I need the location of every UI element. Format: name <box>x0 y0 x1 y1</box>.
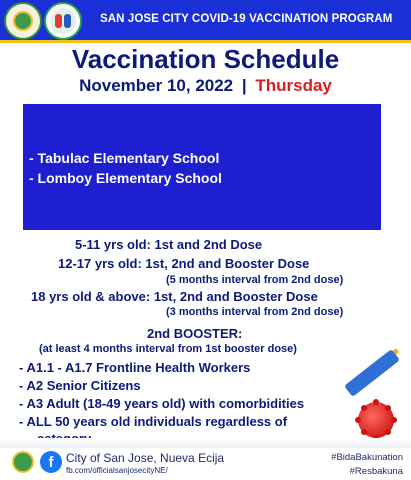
booster-item: - A3 Adult (18-49 years old) with comorbidities <box>19 396 305 411</box>
venue-panel <box>23 104 381 230</box>
dose-note: (5 months interval from 2nd dose) <box>166 274 344 286</box>
date-text: November 10, 2022 <box>79 76 234 95</box>
top-banner <box>0 0 411 40</box>
dose-line: 18 yrs old & above: 1st, 2nd and Booster Dose <box>31 289 318 304</box>
city-seal-small-icon <box>12 451 34 473</box>
page-title: Vaccination Schedule <box>71 44 340 74</box>
heading <box>0 44 411 96</box>
city-seal-icon <box>4 2 42 40</box>
city-health-office-icon <box>44 2 82 40</box>
dose-line: 12-17 yrs old: 1st, 2nd and Booster Dose <box>58 256 310 271</box>
hashtag: #Resbakuna <box>349 466 403 477</box>
day-text: Thursday <box>255 76 332 95</box>
booster-title: 2nd BOOSTER: <box>147 326 243 341</box>
facebook-link[interactable]: fb.com/officialsanjosecityNE/ <box>66 466 168 475</box>
dose-line: 5-11 yrs old: 1st and 2nd Dose <box>75 237 263 252</box>
virus-icon <box>358 402 394 438</box>
hashtag: #BidaBakunation <box>331 452 403 463</box>
footer-shade <box>0 438 411 448</box>
booster-note: (at least 4 months interval from 1st booster dose) <box>39 343 297 355</box>
booster-item: - A1.1 - A1.7 Frontline Health Workers <box>19 360 251 375</box>
booster-item: - A2 Senior Citizens <box>19 378 141 393</box>
program-title: SAN JOSE CITY COVID-19 VACCINATION PROGRAM <box>100 13 393 25</box>
booster-item: - ALL 50 years old individuals regardless of <box>19 414 288 429</box>
venue-item: - Tabulac Elementary School <box>29 150 220 166</box>
banner-stripe <box>0 40 411 43</box>
venue-item: - Lomboy Elementary School <box>29 170 222 186</box>
schedule-date <box>0 76 411 96</box>
date-separator: | <box>241 76 247 95</box>
org-name: City of San Jose, Nueva Ecija <box>66 451 225 465</box>
facebook-icon[interactable]: f <box>40 451 62 473</box>
dose-info <box>19 232 381 454</box>
dose-note: (3 months interval from 2nd dose) <box>166 306 344 318</box>
